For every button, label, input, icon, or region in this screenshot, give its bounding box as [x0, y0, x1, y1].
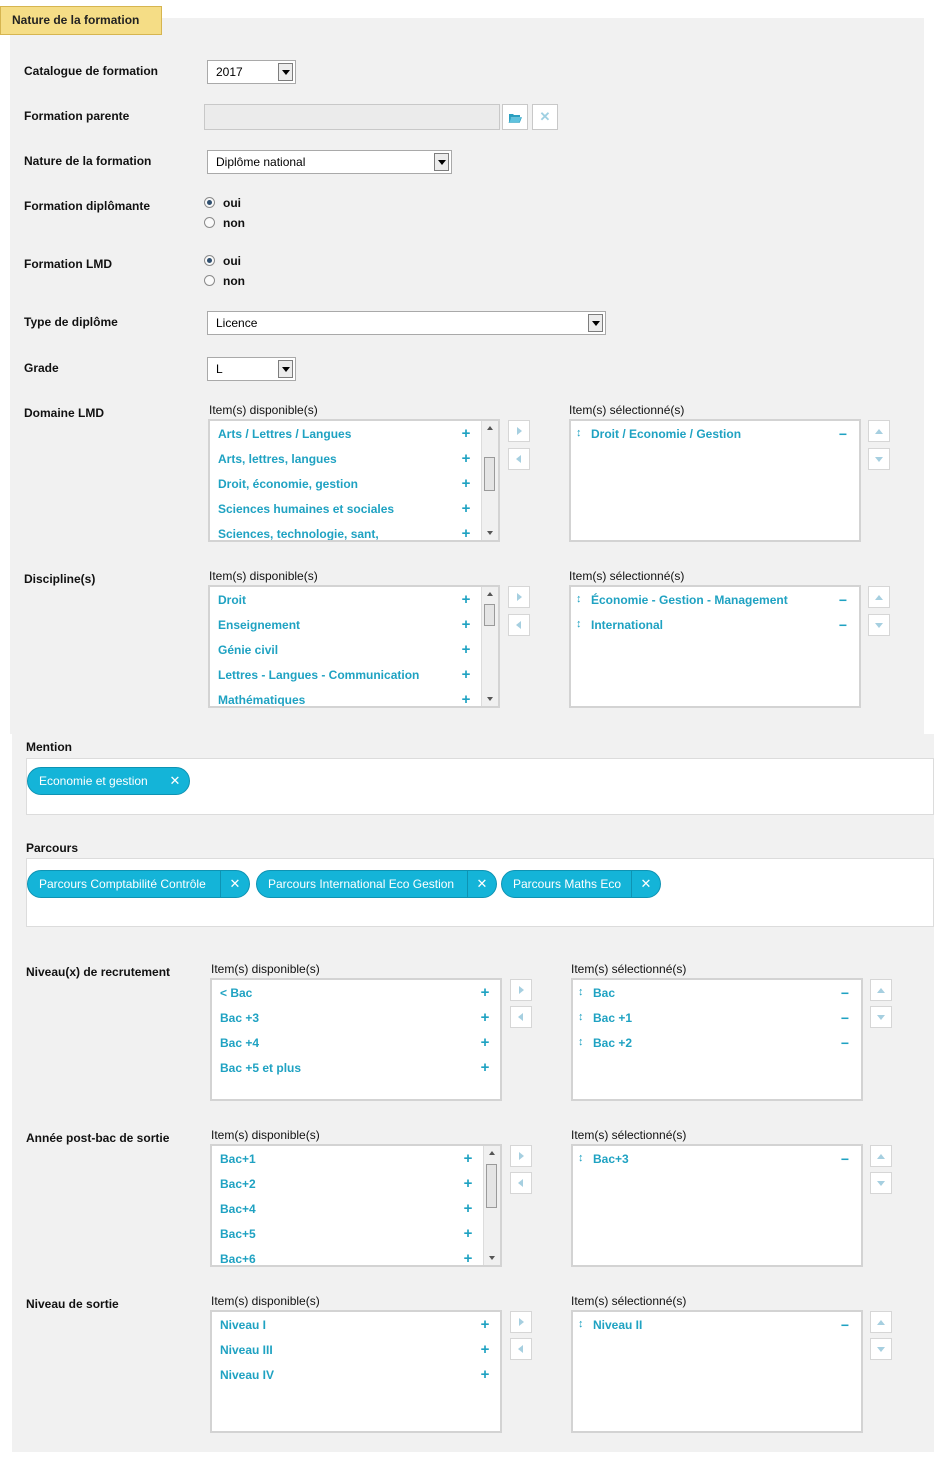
add-icon[interactable]: +	[480, 984, 490, 1001]
list-item[interactable]: Arts, lettres, langues	[218, 452, 337, 466]
scrollbar[interactable]	[483, 1146, 500, 1265]
add-icon[interactable]: +	[461, 591, 471, 608]
folder-open-button[interactable]	[502, 104, 528, 130]
add-icon[interactable]: +	[461, 500, 471, 517]
remove-icon[interactable]: −	[840, 1010, 850, 1026]
close-icon[interactable]: ✕	[631, 871, 660, 897]
nature-label: Nature de la formation	[24, 154, 152, 168]
add-icon[interactable]: +	[463, 1250, 473, 1267]
parcours-tag: Parcours Comptabilité Contrôle ✕	[27, 870, 250, 898]
clear-x-icon: ✕	[539, 109, 551, 124]
available-caption: Item(s) disponible(s)	[209, 569, 318, 583]
scroll-thumb[interactable]	[484, 604, 495, 626]
domaine-selected-list[interactable]	[569, 419, 861, 542]
list-item[interactable]: Bac +3	[220, 1011, 260, 1025]
list-item[interactable]: Droit, économie, gestion	[218, 477, 359, 491]
sortie-label: Niveau de sortie	[26, 1297, 119, 1311]
add-icon[interactable]: +	[461, 666, 471, 683]
mention-tag: Economie et gestion ✕	[27, 767, 190, 795]
move-right-button[interactable]	[508, 586, 530, 608]
catalogue-label: Catalogue de formation	[24, 64, 159, 78]
selected-caption: Item(s) sélectionné(s)	[569, 403, 685, 417]
nature-select[interactable]	[207, 150, 452, 174]
diplomante-label: Formation diplômante	[24, 199, 150, 213]
parcours-tag: Parcours International Eco Gestion ✕	[256, 870, 497, 898]
list-item[interactable]: Bac+3	[593, 1152, 629, 1166]
scroll-thumb[interactable]	[486, 1164, 497, 1208]
list-item[interactable]: Enseignement	[218, 618, 301, 632]
diplomante-oui-label: oui	[223, 196, 241, 210]
diplomante-non-label: non	[223, 216, 245, 230]
remove-icon[interactable]: −	[838, 426, 848, 442]
dropdown-arrow-icon[interactable]	[434, 153, 449, 171]
parcours-label: Parcours	[26, 841, 79, 855]
reorder-icon[interactable]: ↕	[578, 1036, 584, 1048]
scroll-up-icon[interactable]	[484, 1146, 500, 1160]
list-item[interactable]: Niveau IV	[220, 1368, 275, 1382]
add-icon[interactable]: +	[461, 475, 471, 492]
move-right-button[interactable]	[510, 979, 532, 1001]
dropdown-arrow-icon[interactable]	[588, 314, 603, 332]
move-down-button[interactable]	[870, 1172, 892, 1194]
grade-select[interactable]	[207, 357, 296, 381]
add-icon[interactable]: +	[480, 1316, 490, 1333]
selected-caption: Item(s) sélectionné(s)	[571, 962, 687, 976]
scroll-down-icon[interactable]	[482, 526, 498, 540]
domaine-label: Domaine LMD	[24, 406, 105, 420]
scrollbar[interactable]	[481, 587, 498, 706]
list-item[interactable]: Droit	[218, 593, 246, 607]
selected-caption: Item(s) sélectionné(s)	[571, 1294, 687, 1308]
scroll-thumb[interactable]	[484, 457, 495, 491]
remove-icon[interactable]: −	[840, 1035, 850, 1051]
lmd-non-radio[interactable]	[204, 275, 215, 286]
move-up-button[interactable]	[868, 420, 890, 442]
catalogue-select[interactable]	[207, 60, 296, 84]
add-icon[interactable]: +	[480, 1034, 490, 1051]
list-item[interactable]: Arts / Lettres / Langues	[218, 427, 352, 441]
discipline-label: Discipline(s)	[24, 572, 96, 586]
remove-icon[interactable]: −	[840, 985, 850, 1001]
add-icon[interactable]: +	[461, 616, 471, 633]
close-icon[interactable]: ✕	[169, 773, 181, 788]
sortie-selected-list[interactable]	[571, 1310, 863, 1433]
reorder-icon[interactable]: ↕	[578, 1011, 584, 1023]
list-item[interactable]: Niveau II	[593, 1318, 643, 1332]
reorder-icon[interactable]: ↕	[576, 427, 582, 439]
mention-label: Mention	[26, 740, 72, 754]
add-icon[interactable]: +	[461, 641, 471, 658]
list-item[interactable]: Niveau III	[220, 1343, 273, 1357]
list-item[interactable]: Bac+5	[220, 1227, 256, 1241]
list-item[interactable]: Économie - Gestion - Management	[591, 593, 788, 607]
reorder-icon[interactable]: ↕	[578, 1152, 584, 1164]
domaine-available-list[interactable]	[208, 419, 500, 542]
discipline-selected-list[interactable]	[569, 585, 861, 708]
add-icon[interactable]: +	[461, 525, 471, 542]
parente-input[interactable]	[204, 104, 500, 130]
list-item[interactable]: Bac+2	[220, 1177, 256, 1191]
list-item[interactable]: < Bac	[220, 986, 253, 1000]
list-item[interactable]: Droit / Economie / Gestion	[591, 427, 742, 441]
list-item[interactable]: Mathématiques	[218, 693, 306, 707]
list-item[interactable]: Génie civil	[218, 643, 279, 657]
move-right-button[interactable]	[510, 1145, 532, 1167]
list-item[interactable]: Lettres - Langues - Communication	[218, 668, 420, 682]
grade-label: Grade	[24, 361, 59, 375]
available-caption: Item(s) disponible(s)	[211, 1128, 320, 1142]
list-item[interactable]: Bac +2	[593, 1036, 633, 1050]
add-icon[interactable]: +	[480, 1366, 490, 1383]
postbac-available-list[interactable]	[210, 1144, 502, 1267]
add-icon[interactable]: +	[461, 425, 471, 442]
add-icon[interactable]: +	[463, 1175, 473, 1192]
add-icon[interactable]: +	[480, 1059, 490, 1076]
dropdown-arrow-icon[interactable]	[278, 63, 293, 81]
list-item[interactable]: Bac+6	[220, 1252, 256, 1266]
move-right-button[interactable]	[508, 420, 530, 442]
lmd-label: Formation LMD	[24, 257, 112, 271]
reorder-icon[interactable]: ↕	[576, 593, 582, 605]
available-caption: Item(s) disponible(s)	[211, 1294, 320, 1308]
lmd-oui-radio[interactable]	[204, 255, 215, 266]
type-diplome-value: Licence	[216, 316, 258, 330]
nature-value: Diplôme national	[216, 155, 306, 169]
recrutement-label: Niveau(x) de recrutement	[26, 965, 171, 979]
folder-open-icon	[508, 112, 522, 123]
clear-button[interactable]	[532, 104, 558, 130]
move-down-button[interactable]	[868, 448, 890, 470]
postbac-selected-list[interactable]	[571, 1144, 863, 1267]
add-icon[interactable]: +	[461, 691, 471, 708]
move-up-button[interactable]	[868, 586, 890, 608]
move-left-button[interactable]	[510, 1006, 532, 1028]
reorder-icon[interactable]: ↕	[578, 1318, 584, 1330]
scroll-up-icon[interactable]	[482, 587, 498, 601]
remove-icon[interactable]: −	[840, 1317, 850, 1333]
available-caption: Item(s) disponible(s)	[211, 962, 320, 976]
move-right-button[interactable]	[510, 1311, 532, 1333]
remove-icon[interactable]: −	[838, 592, 848, 608]
add-icon[interactable]: +	[463, 1200, 473, 1217]
scrollbar[interactable]	[481, 421, 498, 540]
add-icon[interactable]: +	[461, 450, 471, 467]
diplomante-non-radio[interactable]	[204, 217, 215, 228]
add-icon[interactable]: +	[480, 1009, 490, 1026]
mention-tag-input[interactable]	[26, 758, 934, 815]
list-item[interactable]: Sciences humaines et sociales	[218, 502, 395, 516]
available-caption: Item(s) disponible(s)	[209, 403, 318, 417]
move-left-button[interactable]	[508, 448, 530, 470]
list-item[interactable]: Bac +1	[593, 1011, 633, 1025]
type-diplome-select[interactable]	[207, 311, 606, 335]
move-up-button[interactable]	[870, 1311, 892, 1333]
list-item[interactable]: Bac +4	[220, 1036, 260, 1050]
grade-value: L	[216, 362, 223, 376]
lmd-non-label: non	[223, 274, 245, 288]
parcours-tag-input[interactable]	[26, 858, 934, 927]
parente-label: Formation parente	[24, 109, 130, 123]
parcours-tag: Parcours Maths Eco ✕	[501, 870, 661, 898]
list-item[interactable]: International	[591, 618, 664, 632]
dropdown-arrow-icon[interactable]	[278, 360, 293, 378]
lmd-oui-label: oui	[223, 254, 241, 268]
selected-caption: Item(s) sélectionné(s)	[569, 569, 685, 583]
type-diplome-label: Type de diplôme	[24, 315, 118, 329]
discipline-available-list[interactable]	[208, 585, 500, 708]
selected-caption: Item(s) sélectionné(s)	[571, 1128, 687, 1142]
move-left-button[interactable]	[510, 1338, 532, 1360]
remove-icon[interactable]: −	[840, 1151, 850, 1167]
move-down-button[interactable]	[868, 614, 890, 636]
recrutement-available-list[interactable]	[210, 978, 502, 1101]
list-item[interactable]: Bac+1	[220, 1152, 256, 1166]
move-up-button[interactable]	[870, 979, 892, 1001]
close-icon[interactable]: ✕	[467, 871, 496, 897]
list-item[interactable]: Bac +5 et plus	[220, 1061, 302, 1075]
reorder-icon[interactable]: ↕	[578, 986, 584, 998]
recrutement-selected-list[interactable]	[571, 978, 863, 1101]
add-icon[interactable]: +	[480, 1341, 490, 1358]
close-icon[interactable]: ✕	[220, 871, 249, 897]
list-item[interactable]: Bac	[593, 986, 616, 1000]
list-item[interactable]: Sciences, technologie, sant,	[218, 527, 379, 541]
reorder-icon[interactable]: ↕	[576, 618, 582, 630]
remove-icon[interactable]: −	[838, 617, 848, 633]
add-icon[interactable]: +	[463, 1150, 473, 1167]
add-icon[interactable]: +	[463, 1225, 473, 1242]
postbac-label: Année post-bac de sortie	[26, 1131, 170, 1145]
scroll-down-icon[interactable]	[484, 1251, 500, 1265]
move-left-button[interactable]	[510, 1172, 532, 1194]
catalogue-value: 2017	[216, 65, 243, 79]
scroll-up-icon[interactable]	[482, 421, 498, 435]
move-left-button[interactable]	[508, 614, 530, 636]
list-item[interactable]: Bac+4	[220, 1202, 256, 1216]
move-up-button[interactable]	[870, 1145, 892, 1167]
sortie-available-list[interactable]	[210, 1310, 502, 1433]
section-title-tab: Nature de la formation	[0, 6, 162, 35]
scroll-down-icon[interactable]	[482, 692, 498, 706]
list-item[interactable]: Niveau I	[220, 1318, 267, 1332]
move-down-button[interactable]	[870, 1006, 892, 1028]
diplomante-oui-radio[interactable]	[204, 197, 215, 208]
move-down-button[interactable]	[870, 1338, 892, 1360]
